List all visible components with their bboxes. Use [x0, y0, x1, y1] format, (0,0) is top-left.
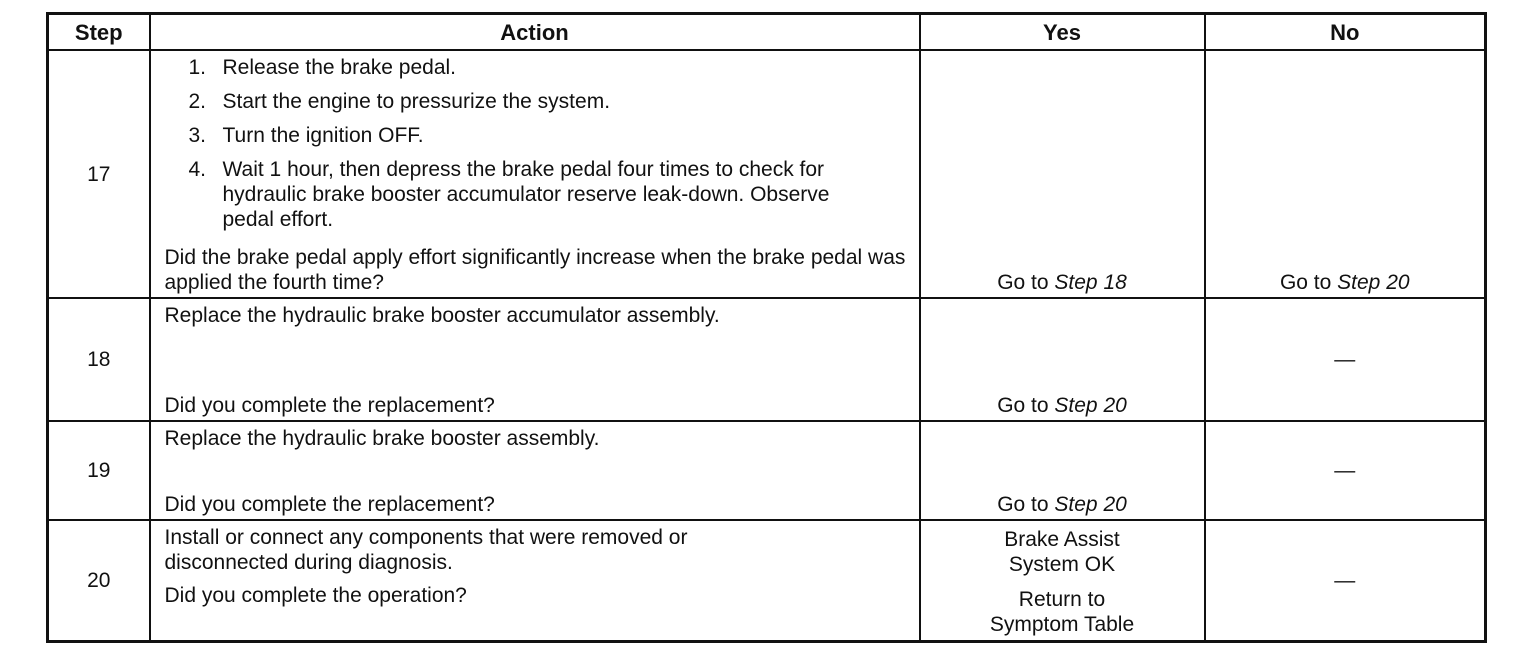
yes-step-ref: Step 18 — [1054, 271, 1127, 294]
no-prefix: Go to — [1279, 271, 1332, 294]
step-number: 18 — [48, 298, 150, 421]
diagnostic-table — [46, 12, 1487, 643]
no-step-ref: Step 20 — [1337, 271, 1410, 294]
list-item — [189, 157, 909, 232]
list-item — [189, 123, 909, 148]
yes-cell — [920, 520, 1205, 641]
list-item — [189, 55, 909, 80]
action-cell — [150, 50, 920, 298]
header-no: No — [1205, 14, 1486, 51]
table-row-step-19 — [48, 421, 1486, 520]
no-dash: — — [1334, 459, 1356, 482]
yes-step-ref: Step 20 — [1054, 394, 1127, 417]
table-header-row — [48, 14, 1486, 51]
list-item-text: Release the brake pedal. — [222, 56, 456, 79]
yes-result-ok: Brake Assist System OK — [1004, 528, 1120, 576]
yes-prefix: Go to — [997, 271, 1049, 294]
question-text: Did you complete the operation? — [164, 584, 467, 607]
action-cell — [150, 421, 920, 520]
header-step: Step — [48, 14, 150, 51]
list-item-number: 2. — [188, 90, 207, 113]
table-row-step-18 — [48, 298, 1486, 421]
yes-prefix: Go to — [997, 394, 1049, 417]
yes-result — [921, 492, 1204, 517]
list-item-number: 3. — [188, 124, 207, 147]
yes-cell — [920, 50, 1205, 298]
yes-step-ref: Step 20 — [1054, 493, 1127, 516]
no-cell — [1205, 421, 1486, 520]
instruction-text: Replace the hydraulic brake booster assembly. — [164, 427, 600, 450]
yes-prefix: Go to — [997, 493, 1049, 516]
list-item-text: Turn the ignition OFF. — [222, 124, 424, 147]
no-cell — [1205, 298, 1486, 421]
list-item-text: Wait 1 hour, then depress the brake pedal four times to check for hydraulic brake booster accumulator reserve leak-down. Observe pedal effort. — [222, 158, 830, 231]
header-action: Action — [150, 14, 920, 51]
question-text: Did you complete the replacement? — [164, 493, 495, 516]
step-number: 19 — [48, 421, 150, 520]
question-text: Did the brake pedal apply effort significantly increase when the brake pedal was applied the fourth time? — [164, 246, 906, 294]
no-cell — [1205, 50, 1486, 298]
no-dash: — — [1334, 568, 1356, 592]
header-yes: Yes — [920, 14, 1205, 51]
yes-cell — [920, 298, 1205, 421]
step-number: 20 — [48, 520, 150, 641]
yes-result — [921, 270, 1204, 295]
list-item-number: 1. — [188, 56, 207, 79]
instruction-text: Install or connect any components that were removed or disconnected during diagnosis. — [164, 526, 688, 574]
action-cell — [150, 298, 920, 421]
no-dash: — — [1334, 348, 1356, 371]
yes-result-return: Return to Symptom Table — [989, 588, 1135, 636]
list-item — [189, 89, 909, 114]
table-row-step-20 — [48, 520, 1486, 641]
step-number: 17 — [48, 50, 150, 298]
question-text: Did you complete the replacement? — [164, 394, 495, 417]
instruction-text: Replace the hydraulic brake booster accumulator assembly. — [164, 304, 720, 327]
list-item-number: 4. — [188, 158, 207, 181]
list-item-text: Start the engine to pressurize the system. — [222, 90, 611, 113]
yes-result — [921, 393, 1204, 418]
action-cell — [150, 520, 920, 641]
yes-cell — [920, 421, 1205, 520]
no-cell — [1205, 520, 1486, 641]
no-result — [1206, 270, 1485, 295]
table-row-step-17 — [48, 50, 1486, 298]
